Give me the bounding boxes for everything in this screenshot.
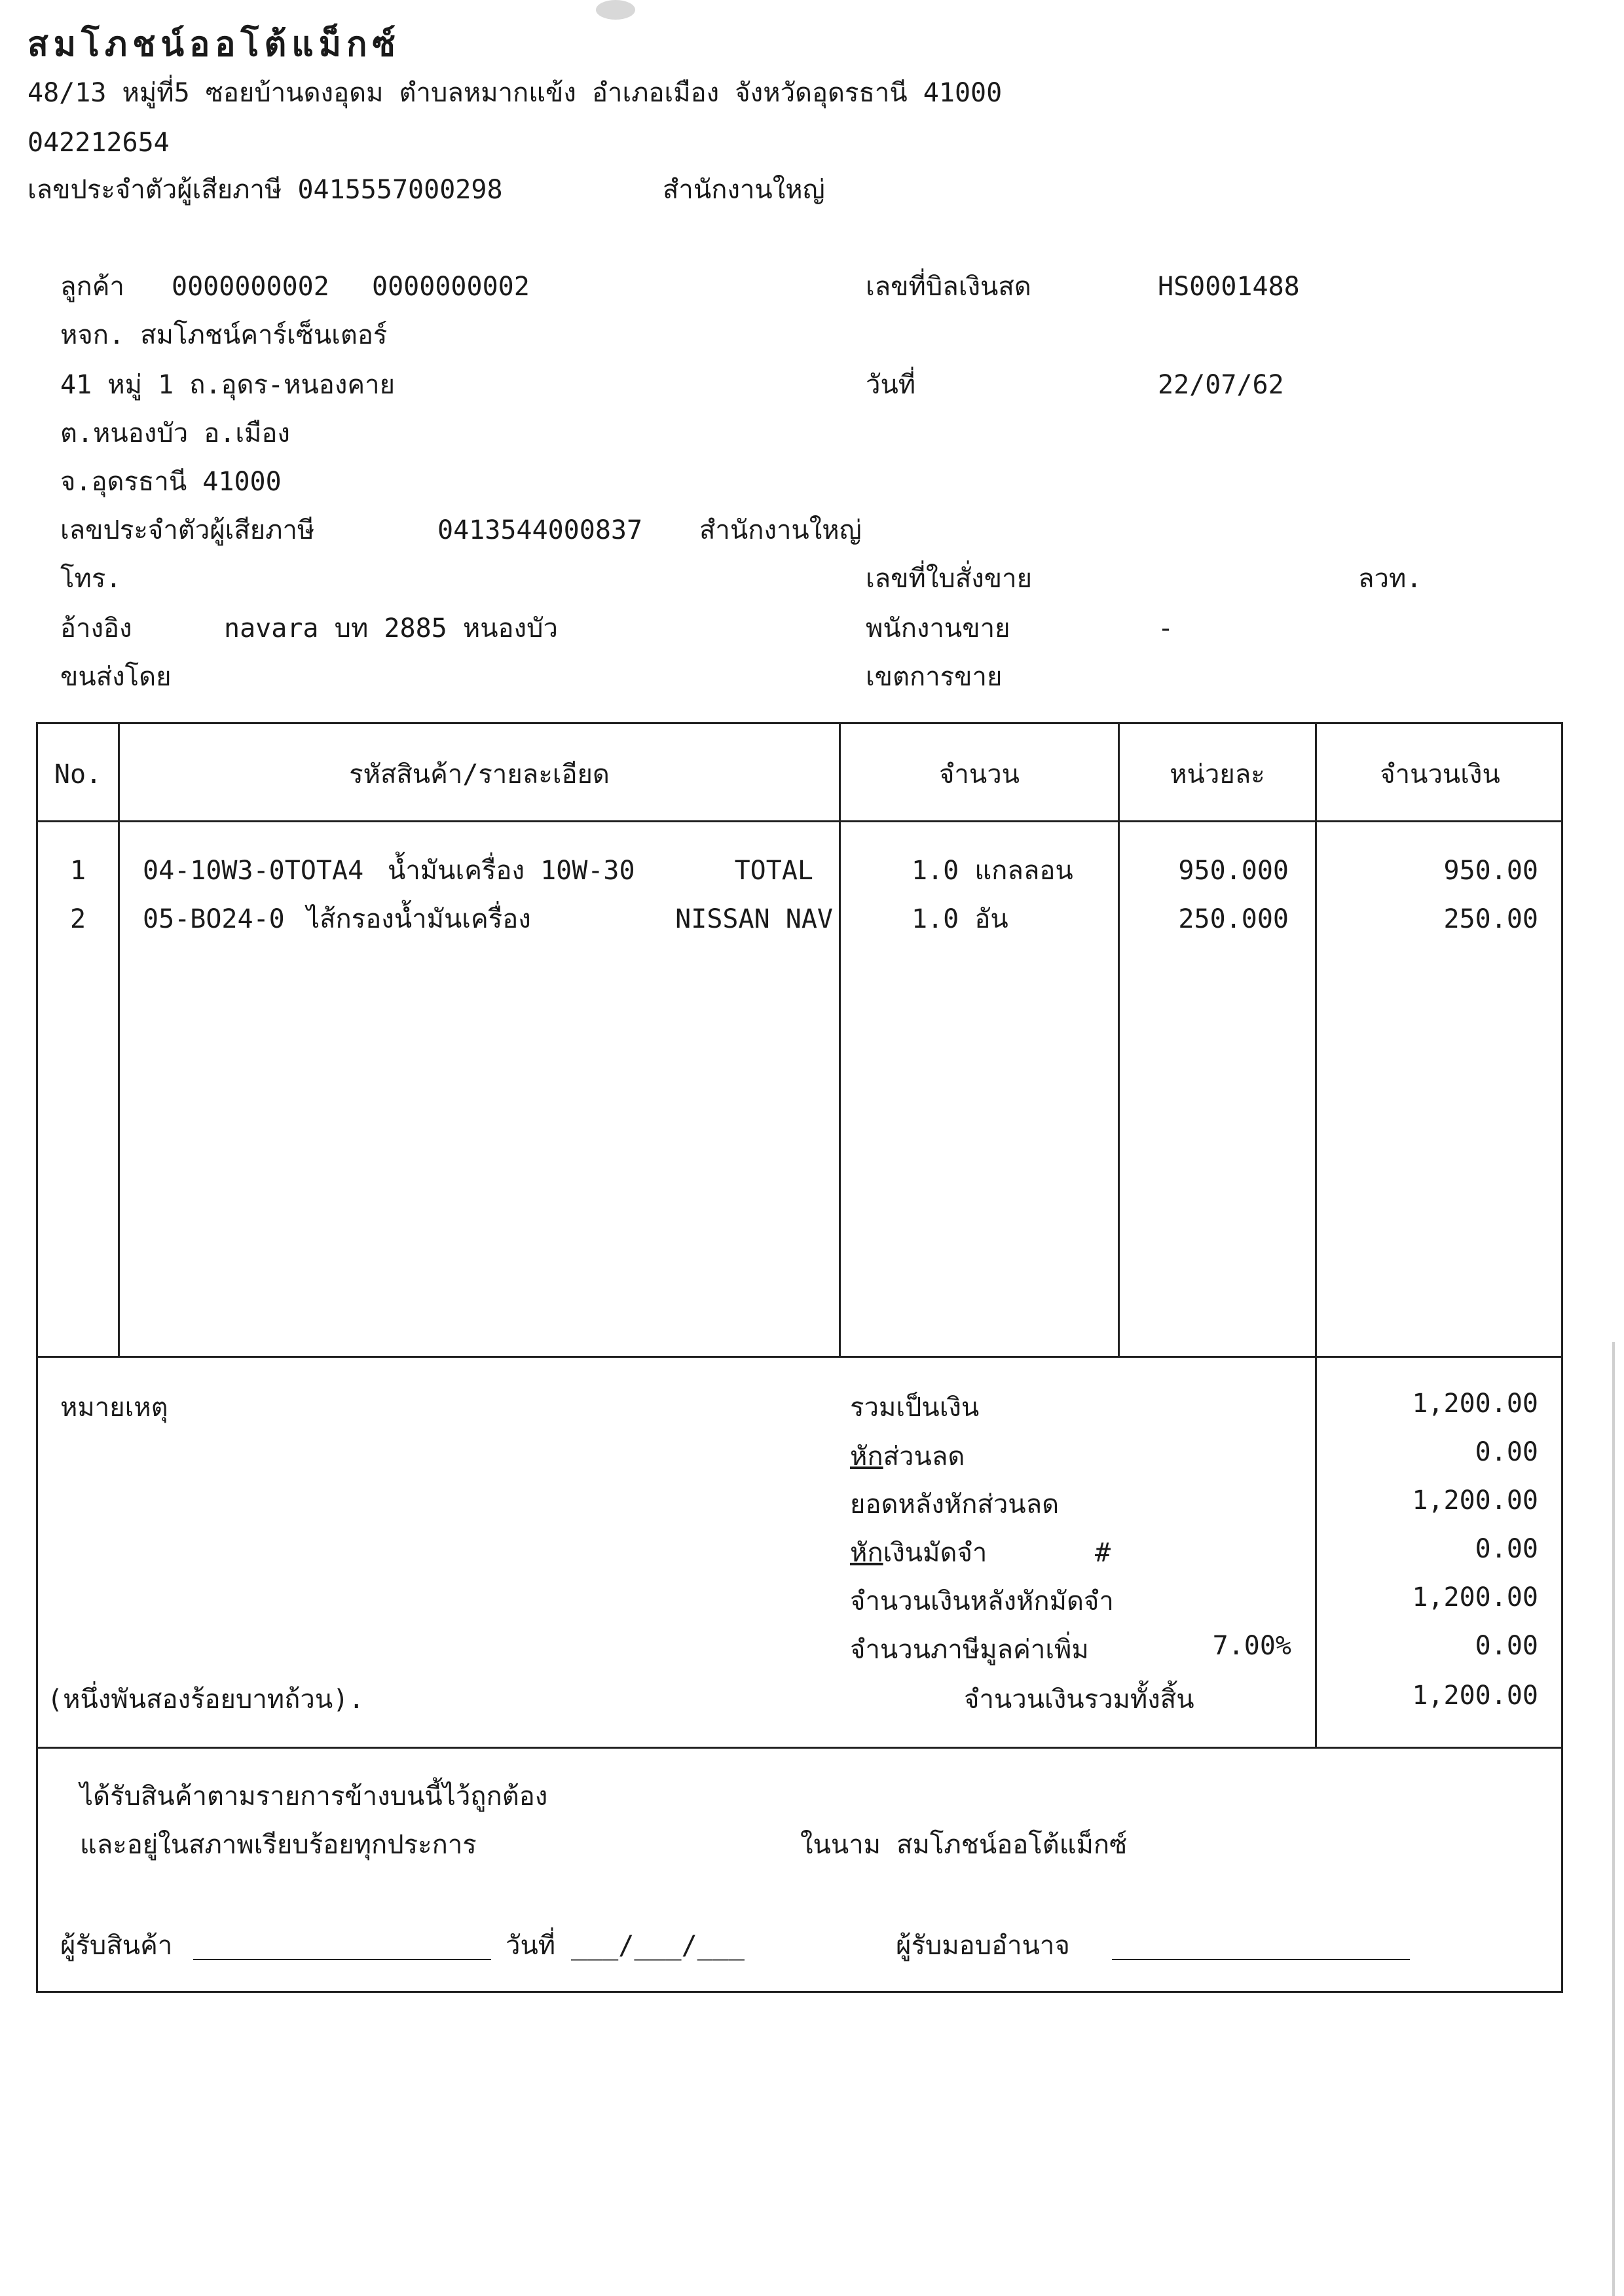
deposit-prefix: หัก: [850, 1538, 883, 1568]
customer-address-1: 41 หมู่ 1 ถ.อุดร-หนองคาย: [60, 370, 396, 400]
grand-total-label: จำนวนเงินรวมทั้งสิ้น: [964, 1685, 1194, 1715]
bill-date-label: วันที่: [866, 370, 916, 400]
deposit-hash: #: [1095, 1538, 1111, 1568]
salesperson-value: -: [1158, 613, 1174, 644]
row-code: 05-BO24-0: [143, 904, 285, 934]
discount-label: [850, 1444, 965, 1470]
company-phone: 042212654: [28, 128, 170, 158]
company-branch: สำนักงานใหญ่: [663, 175, 825, 205]
receive-date-blank: ___/___/___: [571, 1931, 745, 1961]
bill-date: 22/07/62: [1158, 370, 1284, 400]
customer-code-2: 0000000002: [372, 272, 530, 302]
subtotal-value: 1,200.00: [1412, 1389, 1538, 1419]
customer-phone-label: โทร.: [60, 564, 122, 594]
customer-label: ลูกค้า: [60, 272, 124, 302]
authorized-signature-line: [1112, 1959, 1410, 1960]
sales-order-value: ลวท.: [1358, 564, 1422, 594]
deposit-text: เงินมัดจำ: [883, 1538, 987, 1568]
row-no: 1: [69, 856, 86, 886]
row-unit-price: 950.000: [1178, 856, 1289, 886]
vat-label: จำนวนภาษีมูลค่าเพิ่ม: [850, 1635, 1089, 1665]
row-amount: 250.00: [1443, 904, 1538, 934]
row-description: น้ำมันเครื่อง 10W-30: [388, 856, 635, 886]
receiver-signature-line: [193, 1959, 491, 1960]
header-amount: จำนวนเงิน: [1380, 759, 1500, 790]
deposit-label: [850, 1540, 987, 1566]
subtotal-label: รวมเป็นเงิน: [850, 1393, 980, 1423]
items-table: [36, 722, 1563, 1358]
after-deposit-value: 1,200.00: [1412, 1582, 1538, 1613]
deposit-value: 0.00: [1475, 1534, 1538, 1564]
company-name: สมโภชน์ออโต้แม็กซ์: [28, 25, 401, 64]
company-tax-id: เลขประจำตัวผู้เสียภาษี 0415557000298: [28, 175, 503, 205]
authorized-label: ผู้รับมอบอำนาจ: [896, 1931, 1070, 1961]
scan-edge: [1612, 1342, 1615, 2296]
after-deposit-label: จำนวนเงินหลังหักมัดจำ: [850, 1586, 1114, 1616]
header-no: No.: [54, 759, 102, 790]
reference-value: navara บท 2885 หนองบัว: [224, 613, 558, 644]
bill-number-label: เลขที่บิลเงินสด: [866, 272, 1031, 302]
remark-label: หมายเหตุ: [60, 1393, 168, 1423]
row-brand: TOTAL: [734, 856, 813, 886]
items-header-divider: [36, 820, 1563, 822]
customer-branch: สำนักงานใหญ่: [699, 515, 862, 545]
row-quantity: 1.0 อัน: [912, 904, 1008, 934]
scan-smudge: [596, 0, 635, 20]
sales-order-label: เลขที่ใบสั่งขาย: [866, 564, 1033, 594]
row-no: 2: [69, 904, 86, 934]
row-amount: 950.00: [1443, 856, 1538, 886]
reference-label: อ้างอิง: [60, 613, 132, 644]
shipping-label: ขนส่งโดย: [60, 662, 172, 692]
discount-text: ส่วนลด: [883, 1442, 965, 1472]
company-address: 48/13 หมู่ที่5 ซอยบ้านดงอุดม ตำบลหมากแข้ง อำเภอเมือง จังหวัดอุดรธานี 41000: [28, 78, 1003, 108]
row-unit-price: 250.000: [1178, 904, 1289, 934]
amount-in-words: (หนึ่งพันสองร้อยบาทถ้วน).: [47, 1685, 365, 1715]
customer-tax-id: 0413544000837: [437, 515, 643, 545]
grand-total-value: 1,200.00: [1412, 1681, 1538, 1711]
received-text-2: และอยู่ในสภาพเรียบร้อยทุกประการ: [80, 1830, 477, 1860]
vat-value: 0.00: [1475, 1631, 1538, 1661]
receive-date-label: วันที่: [506, 1931, 556, 1961]
col-divider: [839, 722, 841, 1358]
customer-tax-label: เลขประจำตัวผู้เสียภาษี: [60, 515, 315, 545]
sales-area-label: เขตการขาย: [866, 662, 1003, 692]
customer-name: หจก. สมโภชน์คาร์เซ็นเตอร์: [60, 320, 388, 350]
col-divider: [1315, 722, 1317, 1358]
header-unit-price: หน่วยละ: [1170, 759, 1265, 790]
customer-address-3: จ.อุดรธานี 41000: [60, 467, 282, 497]
vat-rate: 7.00%: [1212, 1631, 1291, 1661]
col-divider: [1118, 722, 1120, 1358]
bill-number: HS0001488: [1158, 272, 1300, 302]
col-divider: [118, 722, 120, 1358]
discount-value: 0.00: [1475, 1437, 1538, 1467]
received-text-1: ได้รับสินค้าตามรายการข้างบนนี้ไว้ถูกต้อง: [80, 1781, 548, 1812]
after-discount-label: ยอดหลังหักส่วนลด: [850, 1489, 1060, 1520]
header-quantity: จำนวน: [938, 759, 1020, 790]
row-code: 04-10W3-0TOTA4: [143, 856, 364, 886]
row-description: ไส้กรองน้ำมันเครื่อง: [306, 904, 531, 934]
row-quantity: 1.0 แกลลอน: [912, 856, 1073, 886]
header-description: รหัสสินค้า/รายละเอียด: [349, 759, 610, 790]
customer-address-2: ต.หนองบัว อ.เมือง: [60, 418, 290, 448]
receiver-label: ผู้รับสินค้า: [60, 1931, 173, 1961]
discount-prefix: หัก: [850, 1442, 883, 1472]
customer-code: 0000000002: [172, 272, 329, 302]
row-brand: NISSAN NAV: [675, 904, 833, 934]
salesperson-label: พนักงานขาย: [866, 613, 1010, 644]
on-behalf-of: ในนาม สมโภชน์ออโต้แม็กซ์: [800, 1830, 1128, 1860]
after-discount-value: 1,200.00: [1412, 1485, 1538, 1516]
